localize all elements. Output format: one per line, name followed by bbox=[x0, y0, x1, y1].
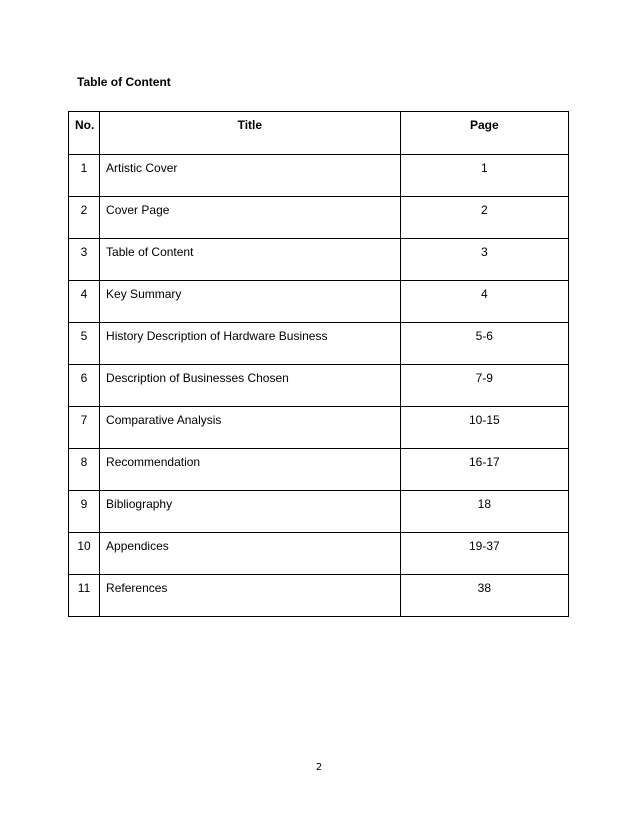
row-page: 19-37 bbox=[400, 533, 568, 575]
row-title: References bbox=[100, 575, 401, 617]
row-page: 16-17 bbox=[400, 449, 568, 491]
table-row bbox=[69, 155, 569, 197]
column-header-page: Page bbox=[400, 112, 568, 155]
row-page: 3 bbox=[400, 239, 568, 281]
table-row bbox=[69, 491, 569, 533]
table-row bbox=[69, 449, 569, 491]
row-page: 10-15 bbox=[400, 407, 568, 449]
row-number: 2 bbox=[69, 197, 100, 239]
table-header-row bbox=[69, 112, 569, 155]
row-number: 10 bbox=[69, 533, 100, 575]
table-row bbox=[69, 407, 569, 449]
row-title: Key Summary bbox=[100, 281, 401, 323]
row-title: Table of Content bbox=[100, 239, 401, 281]
page-number: 2 bbox=[315, 762, 323, 773]
page-title: Table of Content bbox=[77, 75, 171, 89]
column-header-title: Title bbox=[100, 112, 401, 155]
row-number: 5 bbox=[69, 323, 100, 365]
row-title: Recommendation bbox=[100, 449, 401, 491]
table-row bbox=[69, 239, 569, 281]
row-page: 2 bbox=[400, 197, 568, 239]
table-row bbox=[69, 575, 569, 617]
row-title: Appendices bbox=[100, 533, 401, 575]
row-number: 1 bbox=[69, 155, 100, 197]
toc-table bbox=[68, 111, 569, 617]
table-row bbox=[69, 533, 569, 575]
row-page: 7-9 bbox=[400, 365, 568, 407]
row-number: 11 bbox=[69, 575, 100, 617]
row-title: History Description of Hardware Business bbox=[100, 323, 401, 365]
row-page: 5-6 bbox=[400, 323, 568, 365]
row-number: 8 bbox=[69, 449, 100, 491]
row-number: 7 bbox=[69, 407, 100, 449]
row-title: Artistic Cover bbox=[100, 155, 401, 197]
table-row bbox=[69, 281, 569, 323]
table-row bbox=[69, 323, 569, 365]
table-row bbox=[69, 365, 569, 407]
row-page: 1 bbox=[400, 155, 568, 197]
row-page: 4 bbox=[400, 281, 568, 323]
row-page: 18 bbox=[400, 491, 568, 533]
row-title: Description of Businesses Chosen bbox=[100, 365, 401, 407]
row-page: 38 bbox=[400, 575, 568, 617]
row-title: Cover Page bbox=[100, 197, 401, 239]
row-title: Bibliography bbox=[100, 491, 401, 533]
row-number: 3 bbox=[69, 239, 100, 281]
table-row bbox=[69, 197, 569, 239]
row-number: 9 bbox=[69, 491, 100, 533]
column-header-no: No. bbox=[69, 112, 100, 155]
row-number: 4 bbox=[69, 281, 100, 323]
row-title: Comparative Analysis bbox=[100, 407, 401, 449]
row-number: 6 bbox=[69, 365, 100, 407]
